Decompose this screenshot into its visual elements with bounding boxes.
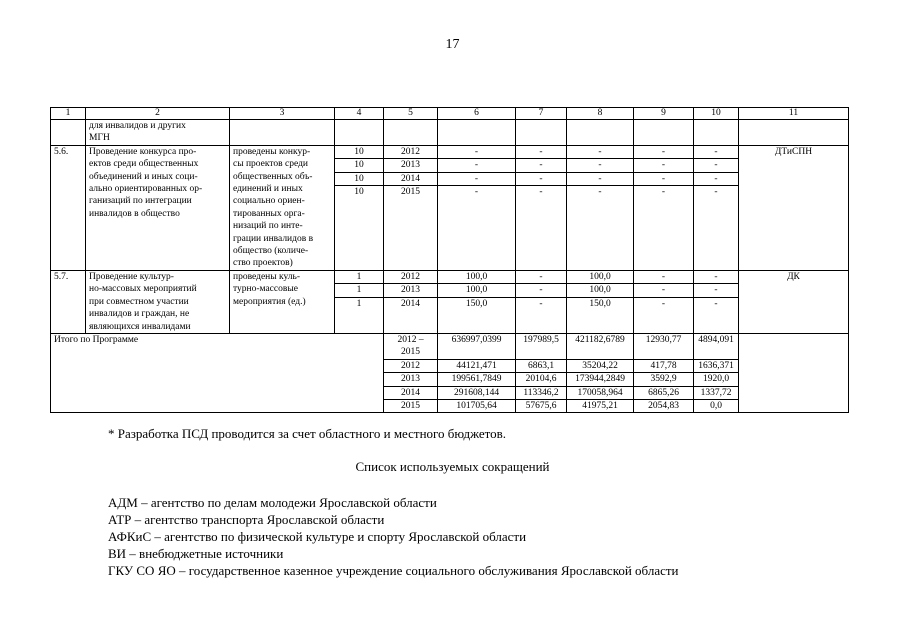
total-c6: 636997,0399	[438, 333, 516, 359]
total-c7: 57675,6	[516, 399, 567, 412]
abbreviation-item: ГКУ СО ЯО – государственное казенное учреждение социального обслуживания Ярославской области	[108, 563, 679, 578]
abbreviations-list	[108, 494, 679, 579]
total-row	[51, 333, 849, 359]
total-year: 2015	[384, 399, 438, 412]
total-c10: 1636,371	[694, 359, 739, 372]
header-cell: 2	[86, 108, 230, 120]
total-c6: 44121,471	[438, 359, 516, 372]
total-c9: 12930,77	[634, 333, 694, 359]
header-cell: 6	[438, 108, 516, 120]
total-c6: 101705,64	[438, 399, 516, 412]
header-cell: 3	[230, 108, 335, 120]
row-number: 5.7.	[51, 270, 86, 333]
total-c8: 41975,21	[567, 399, 634, 412]
year-values: 2012 2013 2014 2015	[384, 145, 438, 270]
total-c10: 0,0	[694, 399, 739, 412]
abbreviations-title: Список используемых сокращений	[355, 459, 550, 474]
total-c9: 6865,26	[634, 386, 694, 399]
total-c7: 113346,2	[516, 386, 567, 399]
continuation-row	[51, 120, 849, 146]
abbreviation-item: АТР – агентство транспорта Ярославской области	[108, 512, 385, 527]
total-year-row	[51, 399, 849, 412]
header-cell: 8	[567, 108, 634, 120]
measure-name: Проведение конкурса про- ектов среди общественных объединений и иных соци- ально ориентированных ор- ганизаций по интеграции инвалидов в общество	[86, 145, 230, 270]
col7-values: - - -	[516, 270, 567, 333]
footnote: * Разработка ПСД проводится за счет областного и местного бюджетов.	[108, 426, 507, 441]
total-responsible	[739, 333, 849, 412]
col7-values: - - - -	[516, 145, 567, 270]
total-c7: 6863,1	[516, 359, 567, 372]
total-c10: 4894,091	[694, 333, 739, 359]
table-row-5-6	[51, 145, 849, 270]
total-c8: 173944,2849	[567, 373, 634, 386]
total-c7: 20104,6	[516, 373, 567, 386]
total-year-row	[51, 359, 849, 372]
total-c9: 2054,83	[634, 399, 694, 412]
total-year: 2013	[384, 373, 438, 386]
col6-values: 100,0 100,0 150,0	[438, 270, 516, 333]
total-c8: 170058,964	[567, 386, 634, 399]
program-table	[50, 107, 849, 413]
header-cell: 4	[335, 108, 384, 120]
col9-values: - - - -	[634, 145, 694, 270]
total-c8: 35204,22	[567, 359, 634, 372]
measure-result: проведены куль- турно-массовые мероприятия (ед.)	[230, 270, 335, 333]
target-values: 1 1 1	[335, 270, 384, 333]
header-cell: 11	[739, 108, 849, 120]
header-cell: 10	[694, 108, 739, 120]
col6-values: - - - -	[438, 145, 516, 270]
header-row	[51, 108, 849, 120]
page-number: 17	[445, 37, 460, 52]
total-year: 2014	[384, 386, 438, 399]
header-cell: 7	[516, 108, 567, 120]
header-cell: 5	[384, 108, 438, 120]
total-c6: 291608,144	[438, 386, 516, 399]
year-values: 2012 2013 2014	[384, 270, 438, 333]
abbreviation-item: ВИ – внебюджетные источники	[108, 546, 284, 561]
table-row-5-7	[51, 270, 849, 333]
measure-name: Проведение культур- но-массовых мероприятий при совместном участии инвалидов и граждан, не являющихся инвалидами	[86, 270, 230, 333]
total-c6: 199561,7849	[438, 373, 516, 386]
total-year: 2012 – 2015	[384, 333, 438, 359]
col9-values: - - -	[634, 270, 694, 333]
col10-values: - - - -	[694, 145, 739, 270]
responsible: ДК	[739, 270, 849, 333]
measure-result: проведены конкур- сы проектов среди общественных объ- единений и иных социально ориен- тированных орга- низаций по инте- грации инвалидов в общество (количе- ство проектов)	[230, 145, 335, 270]
total-c7: 197989,5	[516, 333, 567, 359]
continuation-name: для инвалидов и других МГН	[86, 120, 230, 146]
header-cell: 1	[51, 108, 86, 120]
total-year-row	[51, 386, 849, 399]
col8-values: - - - -	[567, 145, 634, 270]
total-c9: 417,78	[634, 359, 694, 372]
col10-values: - - -	[694, 270, 739, 333]
row-number: 5.6.	[51, 145, 86, 270]
total-c10: 1337,72	[694, 386, 739, 399]
abbreviation-item: АДМ – агентство по делам молодежи Ярославской области	[108, 495, 437, 510]
total-year-row	[51, 373, 849, 386]
header-cell: 9	[634, 108, 694, 120]
total-label: Итого по Программе	[51, 333, 384, 359]
target-values: 10 10 10 10	[335, 145, 384, 270]
total-year: 2012	[384, 359, 438, 372]
total-c9: 3592,9	[634, 373, 694, 386]
total-c10: 1920,0	[694, 373, 739, 386]
total-c8: 421182,6789	[567, 333, 634, 359]
responsible: ДТиСПН	[739, 145, 849, 270]
col8-values: 100,0 100,0 150,0	[567, 270, 634, 333]
abbreviation-item: АФКиС – агентство по физической культуре и спорту Ярославской области	[108, 529, 527, 544]
